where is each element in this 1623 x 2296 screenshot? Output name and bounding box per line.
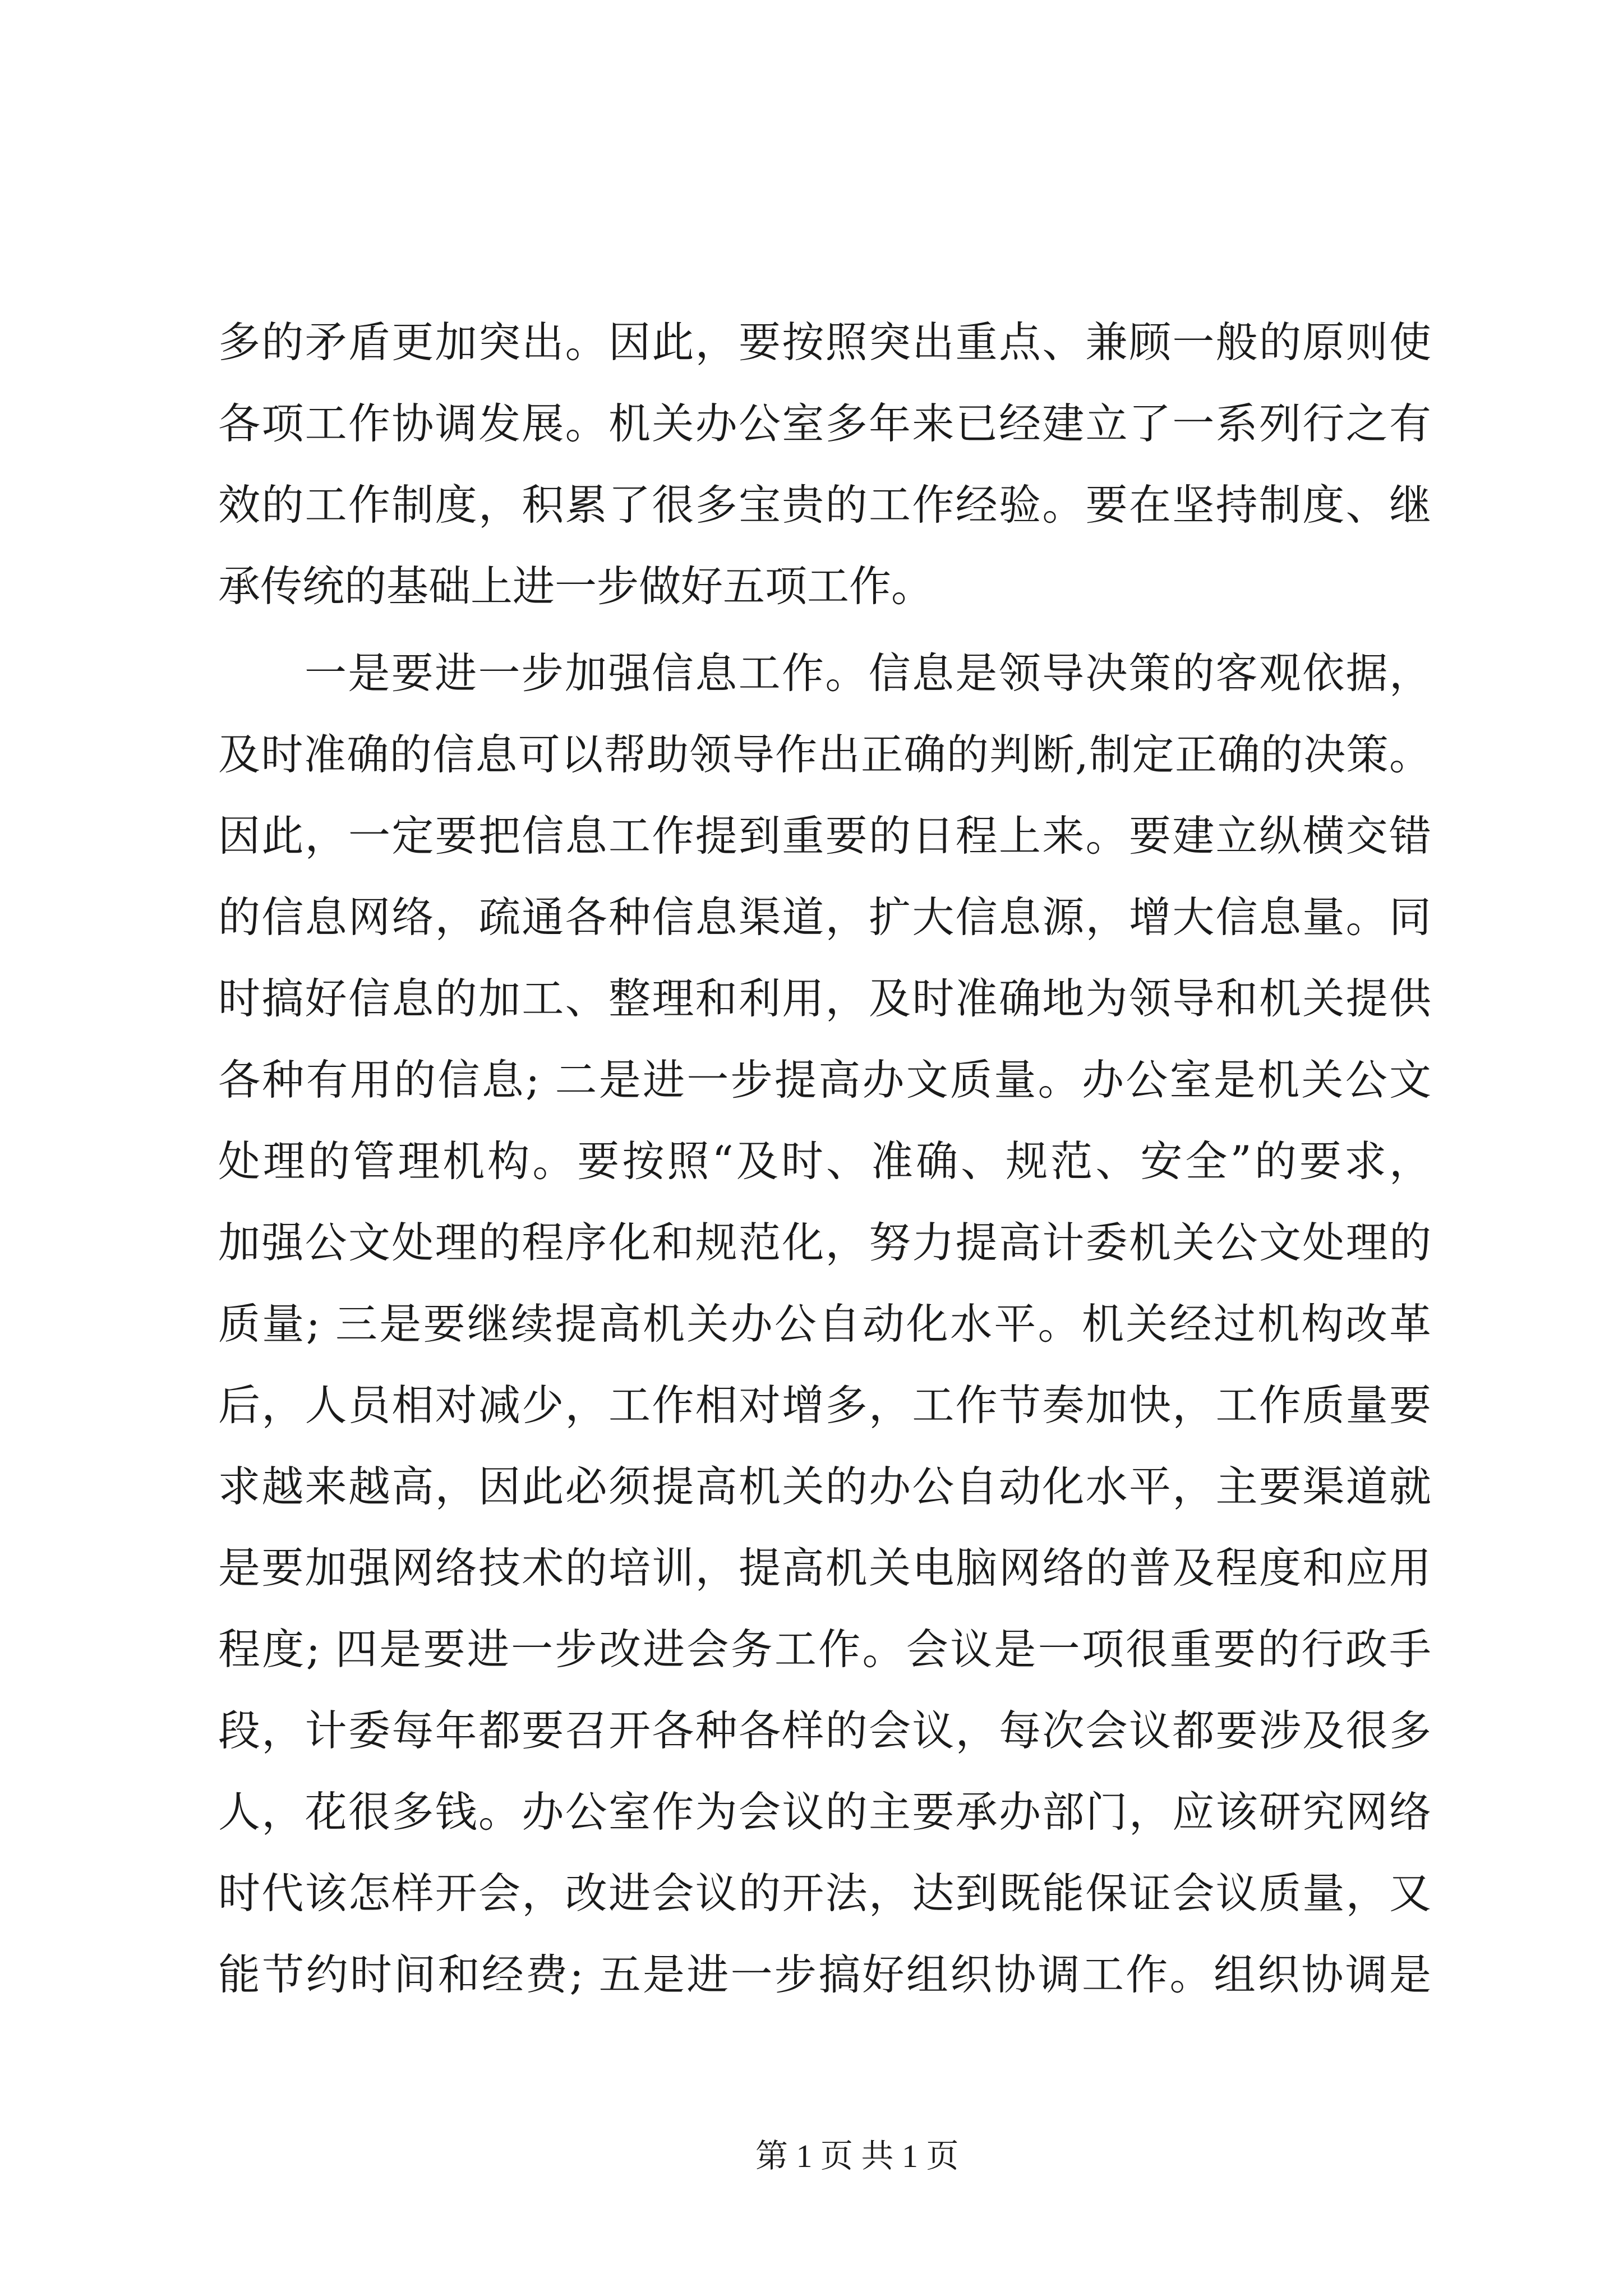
text-line: 加强公文处理的程序化和规范化，努力提高计委机关公文处理的 <box>218 1218 1431 1267</box>
paragraph <box>218 302 1431 627</box>
text-line: 及时准确的信息可以帮助领导作出正确的判断,制定正确的决策。 <box>218 730 1431 779</box>
text-line: 质量; 三是要继续提高机关办公自动化水平。机关经过机构改革 <box>218 1299 1431 1349</box>
text-line: 能节约时间和经费; 五是进一步搞好组织协调工作。组织协调是 <box>218 1950 1431 1999</box>
text-line: 是要加强网络技术的培训，提高机关电脑网络的普及程度和应用 <box>218 1543 1431 1593</box>
text-line: 时代该怎样开会，改进会议的开法，达到既能保证会议质量，又 <box>218 1869 1431 1918</box>
text-line: 各项工作协调发展。机关办公室多年来已经建立了一系列行之有 <box>218 399 1431 448</box>
body-text <box>218 302 1431 2016</box>
text-line: 承传统的基础上进一步做好五项工作。 <box>218 562 934 611</box>
text-line: 多的矛盾更加突出。因此，要按照突出重点、兼顾一般的原则使 <box>218 318 1431 367</box>
text-line: 后，人员相对减少，工作相对增多，工作节奏加快，工作质量要 <box>218 1381 1431 1430</box>
text-line: 求越来越高，因此必须提高机关的办公自动化水平，主要渠道就 <box>218 1462 1431 1511</box>
text-line: 程度; 四是要进一步改进会务工作。会议是一项很重要的行政手 <box>218 1625 1431 1674</box>
text-line: 各种有用的信息; 二是进一步提高办文质量。办公室是机关公文 <box>218 1055 1431 1105</box>
text-line: 段，计委每年都要召开各种各样的会议，每次会议都要涉及很多 <box>218 1706 1431 1755</box>
text-line: 一是要进一步加强信息工作。信息是领导决策的客观依据， <box>305 648 1431 698</box>
text-line: 人，花很多钱。办公室作为会议的主要承办部门，应该研究网络 <box>218 1787 1431 1837</box>
page-footer: 第 1 页 共 1 页 <box>755 2138 959 2174</box>
paragraph <box>218 633 1431 2016</box>
text-line: 效的工作制度，积累了很多宝贵的工作经验。要在坚持制度、继 <box>218 480 1431 530</box>
text-line: 的信息网络，疏通各种信息渠道，扩大信息源，增大信息量。同 <box>218 892 1431 942</box>
text-line: 时搞好信息的加工、整理和利用，及时准确地为领导和机关提供 <box>218 974 1431 1023</box>
text-line: 因此，一定要把信息工作提到重要的日程上来。要建立纵横交错 <box>218 811 1431 861</box>
text-line: 处理的管理机构。要按照“及时、准确、规范、安全”的要求， <box>218 1137 1431 1186</box>
